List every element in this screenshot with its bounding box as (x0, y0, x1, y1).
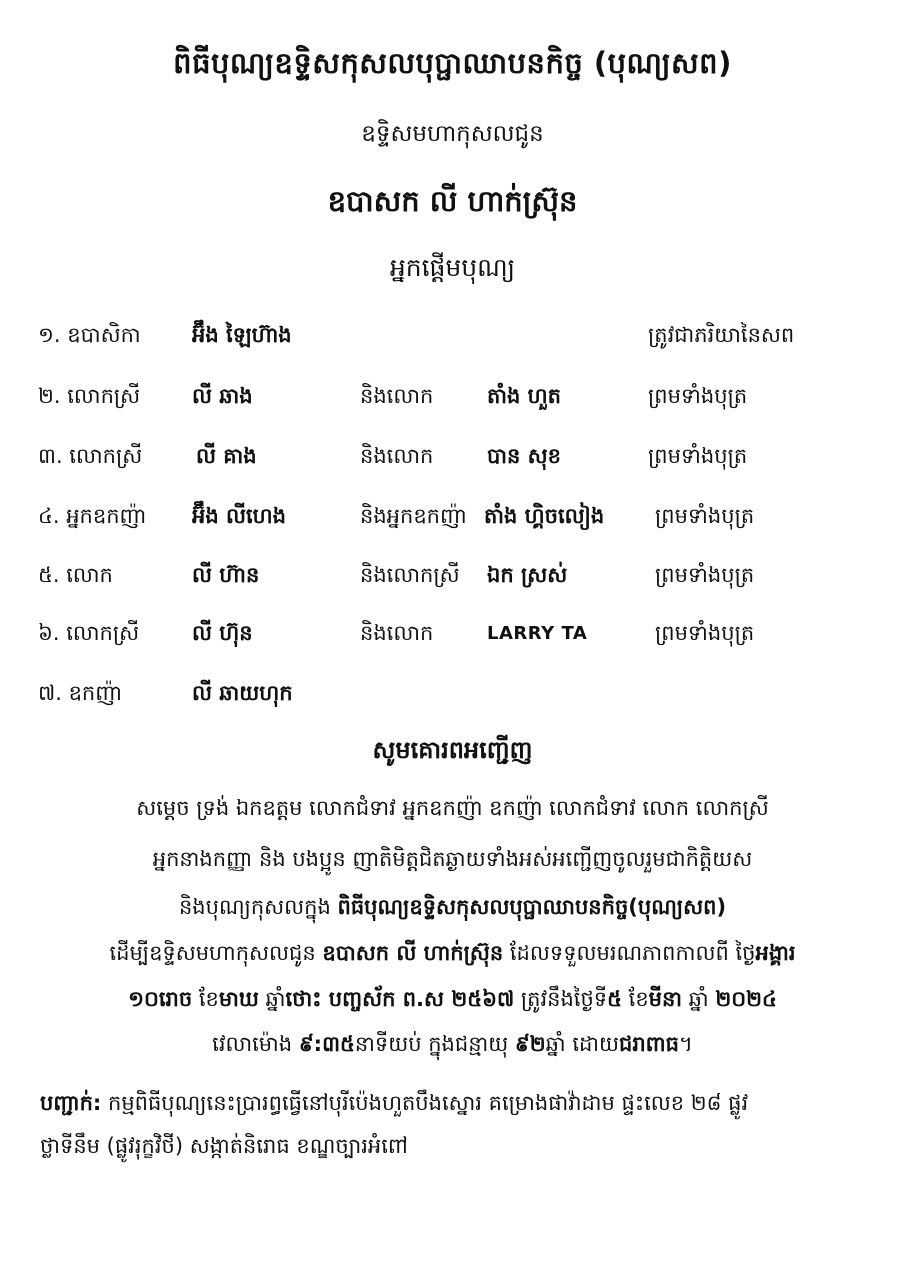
sponsor-partner: តាំង ហួត (487, 384, 561, 408)
sponsor-number: ២. លោកស្រី (38, 384, 141, 408)
invitation-text: ឆ្នាំ (258, 987, 286, 1011)
invitation-line: អ្នកនាងកញ្ញា និង បងប្អូន ញាតិមិត្តជិតឆ្ងាយទាំងអស់អញ្ជើញចូលរួមជាកិត្តិយស (152, 847, 753, 871)
invitation-text: ខែ (192, 987, 219, 1011)
invitation-text: ឆ្នាំ (681, 987, 716, 1011)
invitation-text: នាទីយប់ ក្នុងជន្មាយុ (354, 1032, 515, 1056)
invitation-text: វេលាម៉ោង (212, 1032, 299, 1056)
invitation-text: ។ (678, 1032, 693, 1056)
sponsor-name: អ៊ឹង ឡៃហ៊ាង (192, 323, 292, 347)
invitation-text: និងបុណ្យកុសលក្នុង (178, 895, 338, 919)
note-label: បញ្ជាក់: (40, 1091, 102, 1115)
invitation-line: សម្តេច ទ្រង់ ឯកឧត្តម លោកជំទាវ អ្នកឧកញ៉ា ឧកញ៉ា លោកជំទាវ លោក លោកស្រី (136, 796, 769, 820)
sponsor-number: ១. ឧបាសិកា (38, 323, 141, 347)
invitation-line (0, 894, 905, 925)
sponsor-number: ៤. អ្នកឧកញ៉ា (38, 504, 147, 528)
sponsor-name: លី ហ៊ុន (192, 621, 253, 645)
sponsor-name: លី គាង (196, 444, 257, 468)
invitation-text: ត្រូវនឹងថ្ងៃទី (514, 987, 608, 1011)
solar-year: ២០២៤ (715, 987, 777, 1011)
invitation-ceremony-name: ពិធីបុណ្យឧទ្ទិសកុសលបុប្ផាឈាបនកិច្ច(បុណ្យសព) (337, 895, 727, 919)
sponsor-number: ៥. លោក (38, 563, 113, 587)
lunar-year: ថោះ បញ្ចស័ក ព.ស ២៥៦៧ (285, 987, 515, 1011)
age: ៩២ (514, 1032, 546, 1056)
lunar-day: ១០រោច (128, 987, 193, 1011)
invitation-text: ឆ្នាំ ដោយ (545, 1032, 619, 1056)
sponsor-number: ៦. លោកស្រី (38, 621, 140, 645)
invitation-weekday: អង្គារ (755, 941, 796, 965)
invitation-line (0, 1031, 905, 1062)
sponsor-conjunction: និងលោក (360, 384, 434, 408)
invitation-honoree: ឧបាសក លី ហាក់ស្រ៊ុន (322, 941, 504, 965)
sponsor-name: លី ហ៊ាន (192, 563, 260, 587)
sponsor-number: ៣. លោកស្រី (38, 444, 143, 468)
sponsor-conjunction: និងលោក (360, 621, 434, 645)
cause: ជរាពាធ (618, 1032, 679, 1056)
sponsor-partner: តាំង ហ្គិចលៀង (484, 504, 605, 528)
sponsor-name: លី ឆាយហុក (192, 681, 293, 705)
honoree-name: ឧបាសក លី ហាក់ស្រ៊ុន (327, 184, 578, 218)
sponsor-role: ត្រូវជាភរិយានៃសព (648, 323, 795, 347)
invitation-text: ខែ (621, 987, 649, 1011)
ceremony-title: ពិធីបុណ្យឧទ្ទិសកុសលបុប្ផាឈាបនកិច្ច (បុណ្យសព) (173, 46, 732, 80)
sponsor-conjunction: និងលោក (360, 444, 434, 468)
note-text: កម្មពិធីបុណ្យនេះប្រារព្ធធ្វើនៅបុរីប៉េងហួតបឹងស្នោរ គម្រោងផាវ៉ាដាម ផ្ទះលេខ ២៨ ផ្លូវ (101, 1091, 749, 1115)
sponsor-partner: LARRY TA (487, 623, 588, 644)
note-line (40, 1090, 870, 1121)
sponsor-name: លី ឆាង (192, 384, 253, 408)
sponsor-role: ព្រមទាំងបុត្រ (655, 504, 755, 528)
invitation-text: ដែលទទួលមរណភាពកាលពី ថ្ងៃ (503, 941, 756, 965)
invitation-text: ដើម្បីឧទ្ទិសមហាកុសលជូន (109, 941, 323, 965)
invitation-line (0, 940, 905, 971)
sponsor-name: អ៊ឹង លីហេង (192, 504, 286, 528)
invitation-line (0, 986, 905, 1017)
sponsor-number: ៧. ឧកញ៉ា (38, 681, 122, 705)
solar-day: ៥ (607, 987, 622, 1011)
sponsor-partner: បាន សុខ (487, 444, 561, 468)
solar-month: មីនា (648, 987, 682, 1011)
sponsor-conjunction: និងអ្នកឧកញ៉ា (360, 504, 467, 528)
sponsor-role: ព្រមទាំងបុត្រ (648, 444, 748, 468)
lunar-month: មាឃ (218, 987, 259, 1011)
sponsor-role: ព្រមទាំងបុត្រ (655, 563, 755, 587)
dedication-subtitle: ឧទ្ទិសមហាកុសលជូន (361, 121, 544, 147)
sponsor-role: ព្រមទាំងបុត្រ (648, 384, 748, 408)
invitation-heading: សូមគោរពអញ្ជើញ (372, 736, 533, 764)
sponsors-heading: អ្នកផ្តើមបុណ្យ (389, 253, 516, 282)
sponsor-partner: ឯក ស្រស់ (487, 563, 568, 587)
sponsor-role: ព្រមទាំងបុត្រ (655, 621, 755, 645)
note-line: ថ្លាទីនឹម (ផ្លូវរុក្ខវិថី) សង្កាត់និរោធ ខណ្ឌច្បារអំពៅ (40, 1134, 408, 1158)
death-time: ៩:៣៥ (298, 1032, 355, 1056)
sponsor-conjunction: និងលោកស្រី (360, 563, 460, 587)
